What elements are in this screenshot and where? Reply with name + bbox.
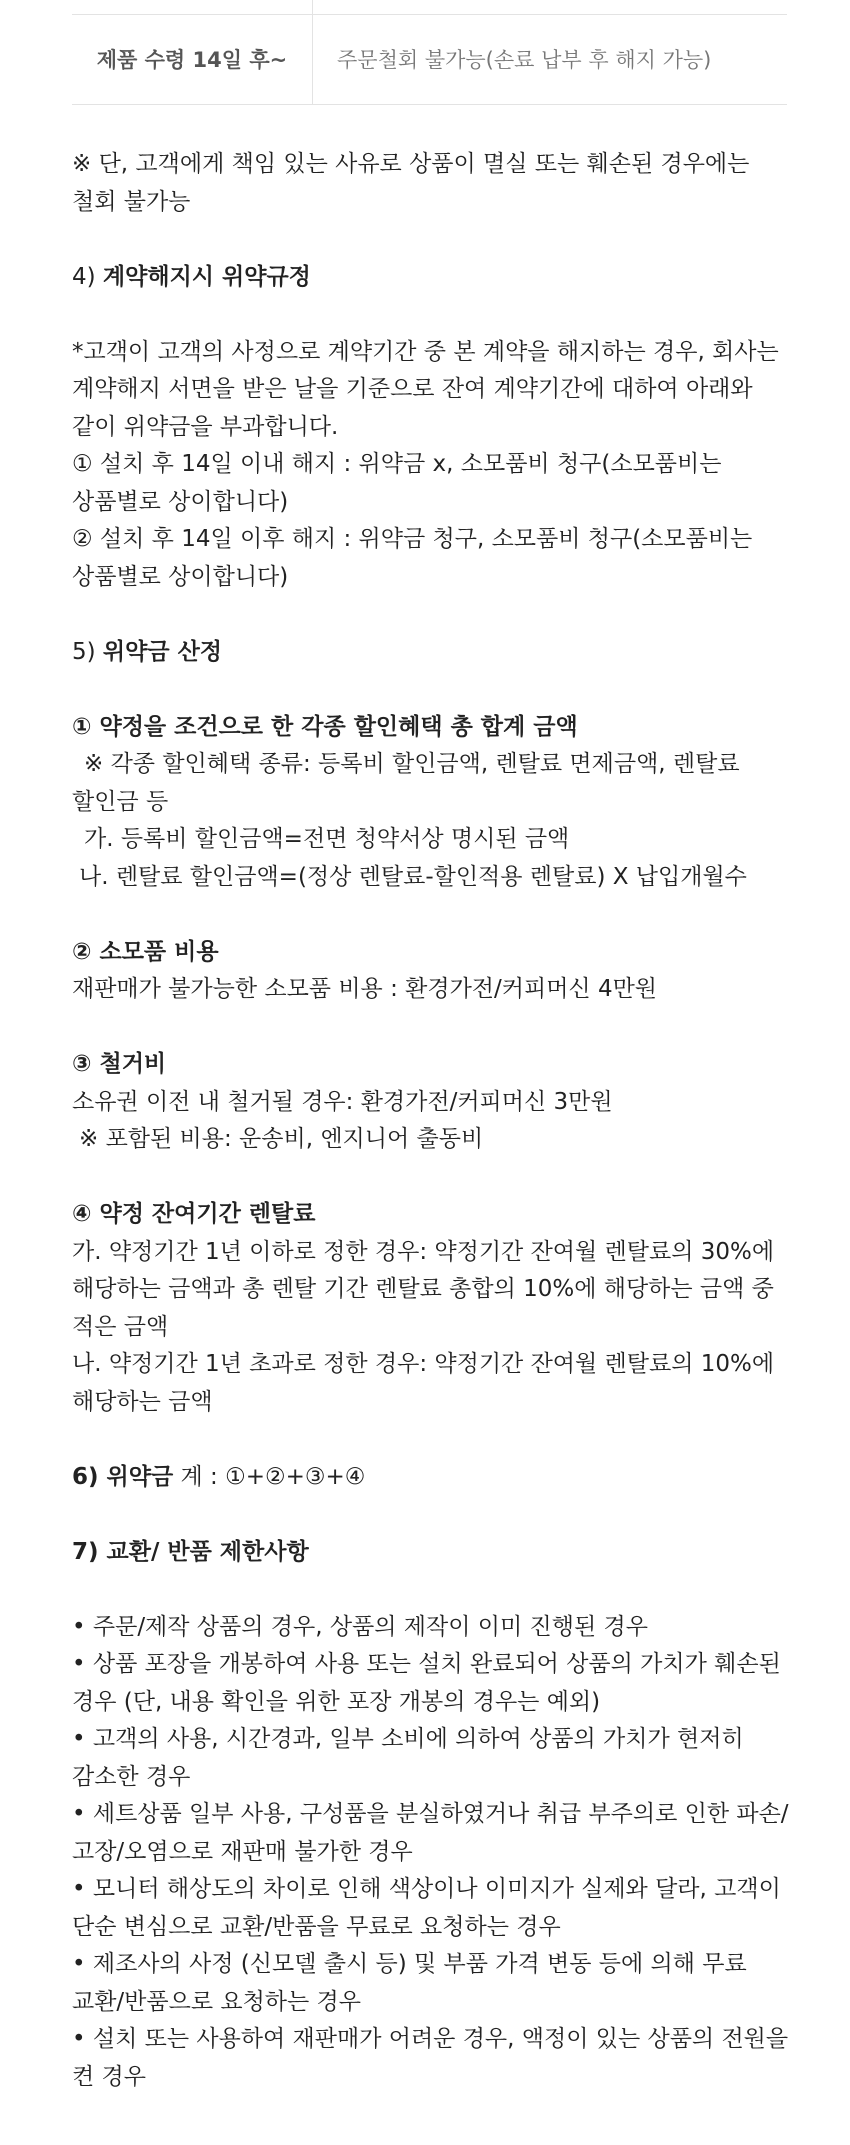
restriction-item: • 제조사의 사정 (신모델 출시 등) 및 부품 가격 변동 등에 의해 무료 — [72, 1951, 747, 1977]
notice-text: ※ 단, 고객에게 책임 있는 사유로 상품이 멸실 또는 훼손된 경우에는 — [72, 151, 750, 177]
restriction-item: • 세트상품 일부 사용, 구성품을 분실하였거나 취급 부주의로 인한 파손/ — [72, 1801, 789, 1827]
section-6-heading — [72, 1459, 792, 1497]
restriction-item: • 상품 포장을 개봉하여 사용 또는 설치 완료되어 상품의 가치가 훼손된 — [72, 1651, 781, 1677]
section-4-text: ② 설치 후 14일 이후 해지 : 위약금 청구, 소모품비 청구(소모품비는 — [72, 526, 753, 552]
penalty-item-text: 나. 약정기간 1년 초과로 정한 경우: 약정기간 잔여월 렌탈료의 10%에 — [72, 1351, 775, 1377]
penalty-item-text: 할인금 등 — [72, 788, 169, 815]
section-4-text: 계약해지 서면을 받은 날을 기준으로 잔여 계약기간에 대하여 아래와 — [72, 376, 753, 402]
section-title: 위약금 산정 — [102, 638, 223, 665]
section-5-heading — [72, 634, 792, 672]
table-row-header: 제품 수령 14일 후~ — [96, 48, 288, 72]
section-4-text: ① 설치 후 14일 이내 해지 : 위약금 x, 소모품비 청구(소모품비는 — [72, 451, 722, 477]
restriction-item: 켠 경우 — [72, 2063, 146, 2090]
penalty-item-title: ③ 철거비 — [72, 1051, 167, 1077]
notice-text: 철회 불가능 — [72, 188, 191, 215]
penalty-item-text: 재판매가 불가능한 소모품 비용 : 환경가전/커피머신 4만원 — [72, 976, 658, 1002]
restriction-item: • 고객의 사용, 시간경과, 일부 소비에 의하여 상품의 가치가 현저히 — [72, 1726, 744, 1752]
penalty-item-text: 소유권 이전 내 철거될 경우: 환경가전/커피머신 3만원 — [72, 1088, 613, 1115]
section-number: 4) — [72, 263, 96, 290]
section-4-text: 같이 위약금을 부과합니다. — [72, 413, 339, 440]
restriction-item: • 주문/제작 상품의 경우, 상품의 제작이 이미 진행된 경우 — [72, 1613, 648, 1640]
table-divider — [72, 14, 787, 15]
penalty-item-text: 적은 금액 — [72, 1313, 169, 1340]
section-4-text: 상품별로 상이합니다) — [72, 488, 289, 515]
section-title: 6) 위약금 — [72, 1463, 174, 1490]
penalty-item-title: ④ 약정 잔여기간 렌탈료 — [72, 1201, 316, 1227]
section-7-heading: 7) 교환/ 반품 제한사항 — [72, 1538, 309, 1565]
restriction-item: 경우 (단, 내용 확인을 위한 포장 개봉의 경우는 예외) — [72, 1688, 601, 1715]
penalty-formula: 계 : ①+②+③+④ — [173, 1463, 366, 1490]
withdrawal-table — [72, 0, 787, 106]
penalty-item-text: 가. 등록비 할인금액=전면 청약서상 명시된 금액 — [84, 826, 570, 852]
table-divider — [72, 104, 787, 105]
section-4-text: *고객이 고객의 사정으로 계약기간 중 본 계약을 해지하는 경우, 회사는 — [72, 338, 779, 365]
table-column-divider — [312, 0, 313, 105]
penalty-item-text: 해당하는 금액과 총 렌탈 기간 렌탈료 총합의 10%에 해당하는 금액 중 — [72, 1276, 774, 1302]
restriction-item: 교환/반품으로 요청하는 경우 — [72, 1988, 361, 2015]
restriction-item: 단순 변심으로 교환/반품을 무료로 요청하는 경우 — [72, 1913, 561, 1940]
restriction-item: • 모니터 해상도의 차이로 인해 색상이나 이미지가 실제와 달라, 고객이 — [72, 1876, 781, 1902]
restriction-item: 감소한 경우 — [72, 1763, 191, 1790]
restriction-item: • 설치 또는 사용하여 재판매가 어려운 경우, 액정이 있는 상품의 전원을 — [72, 2026, 789, 2052]
restriction-item: 고장/오염으로 재판매 불가한 경우 — [72, 1838, 413, 1865]
penalty-item-title: ② 소모품 비용 — [72, 938, 219, 965]
table-row-value: 주문철회 불가능(손료 납부 후 해지 가능) — [337, 48, 712, 72]
penalty-item-text: 나. 렌탈료 할인금액=(정상 렌탈료-할인적용 렌탈료) X 납입개월수 — [79, 863, 747, 890]
section-number: 5) — [72, 638, 96, 665]
penalty-item-title: ① 약정을 조건으로 한 각종 할인혜택 총 합계 금액 — [72, 713, 578, 740]
policy-content — [72, 146, 792, 2096]
penalty-item-text: 해당하는 금액 — [72, 1388, 213, 1415]
section-4-heading — [72, 259, 792, 297]
penalty-item-text: ※ 포함된 비용: 운송비, 엔지니어 출동비 — [79, 1126, 484, 1152]
penalty-item-text: 가. 약정기간 1년 이하로 정한 경우: 약정기간 잔여월 렌탈료의 30%에 — [72, 1238, 775, 1265]
section-title: 계약해지시 위약규정 — [102, 263, 311, 290]
penalty-item-text: ※ 각종 할인혜택 종류: 등록비 할인금액, 렌탈료 면제금액, 렌탈료 — [84, 751, 740, 777]
section-4-text: 상품별로 상이합니다) — [72, 563, 289, 590]
